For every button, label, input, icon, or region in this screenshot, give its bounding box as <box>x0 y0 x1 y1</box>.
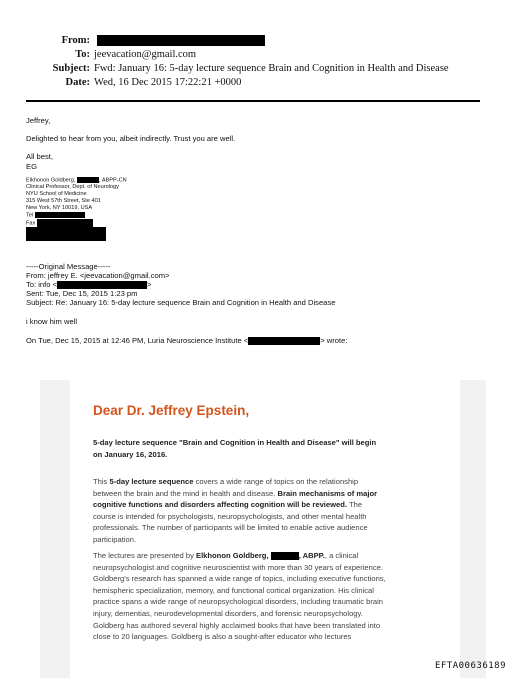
para-line: course is intended for psychologists, neuropsychologists, and other mental health <box>93 511 367 521</box>
original-sent: Sent: Tue, Dec 15, 2015 1:23 pm <box>26 289 138 298</box>
para-line: close to 20 languages. Goldberg is also a sought-after educator who lectures <box>93 632 352 642</box>
to-value: jeevacation@gmail.com <box>94 49 197 60</box>
bold-run: Brain mechanisms of major <box>277 488 378 498</box>
newsletter-frame <box>40 380 486 678</box>
document-id: EFTA00636189 <box>434 661 506 671</box>
bold-run: 5-day lecture sequence <box>109 477 194 486</box>
redacted-block <box>248 337 320 345</box>
bold-run: Elkhonon Goldberg, <box>196 551 269 560</box>
para-line <box>93 550 443 562</box>
bold-run: cognitive functions and disorders affecting cognition will be reviewed. <box>93 500 348 510</box>
reply-text: i know him well <box>26 317 78 326</box>
signature-fax <box>26 219 93 227</box>
redacted-block <box>35 212 85 218</box>
date-row <box>38 77 241 88</box>
text-run: The lectures are presented by <box>93 551 196 560</box>
signature-title: Clinical Professor, Dept. of Neurology <box>26 184 119 190</box>
para-line: injury, dementias, neurodevelopmental disorders, and forensic neuropsychology. <box>93 608 363 618</box>
para-line: Goldberg has authored several highly acclaimed books that have been translated into <box>93 620 381 630</box>
date-label: Date: <box>65 77 90 88</box>
tel-label: Tel <box>26 212 34 219</box>
newsletter-lead <box>93 437 443 460</box>
original-subject: Subject: Re: January 16: 5-day lecture sequence Brain and Cognition in Health and Disease <box>26 298 336 307</box>
signature-name-prefix: Elkhonon Goldberg, <box>26 177 76 184</box>
signature-city: New York, NY 10019, USA <box>26 205 93 211</box>
text-run: between the brain and the mind in health and disease. <box>93 488 278 498</box>
closing: All best, <box>26 152 54 161</box>
redacted-block <box>97 35 265 46</box>
lead-line: on January 16, 2016. <box>93 449 168 459</box>
initials: EG <box>26 162 37 171</box>
para-line <box>93 488 443 500</box>
para-line: participation. <box>93 534 137 544</box>
original-separator: -----Original Message----- <box>26 262 111 271</box>
signature-name-suffix: , ABPP-CN <box>99 177 127 184</box>
redacted-block <box>26 227 106 241</box>
lead-line: 5-day lecture sequence "Brain and Cognition in Health and Disease" will begin <box>93 438 377 447</box>
fax-label: Fax <box>26 220 36 227</box>
date-value: Wed, 16 Dec 2015 17:22:21 +0000 <box>94 77 242 88</box>
para-line <box>93 499 443 511</box>
redacted-block <box>57 281 147 289</box>
bold-run: , ABPP. <box>298 551 325 560</box>
greeting: Jeffrey, <box>26 116 51 125</box>
original-to-label: To: info < <box>26 280 58 289</box>
quote-attribution <box>26 336 347 346</box>
subject-label: Subject: <box>52 63 90 74</box>
to-row <box>38 49 196 60</box>
quote-end: > wrote: <box>320 336 348 345</box>
text-run: covers a wide range of topics on the relationship <box>193 477 359 486</box>
redacted-block <box>271 552 299 560</box>
para-line: professionals. The number of participants will be limited to enable active audience <box>93 523 368 533</box>
redacted-block <box>37 219 93 227</box>
signature-street: 315 West 57th Street, Ste 401 <box>26 198 101 204</box>
body-line: Delighted to hear from you, albeit indirectly. Trust you are well. <box>26 134 236 143</box>
original-from: From: jeffrey E. <jeevacation@gmail.com> <box>26 271 170 280</box>
original-to-end: > <box>147 280 152 289</box>
quote-start: On Tue, Dec 15, 2015 at 12:46 PM, Luria Neuroscience Institute < <box>26 336 249 345</box>
redacted-block <box>77 177 99 183</box>
subject-value: Fwd: January 16: 5-day lecture sequence Brain and Cognition in Health and Disease <box>94 63 449 74</box>
para-line: Goldberg's research has spanned a wide range of topics, including executive functions, <box>93 574 386 584</box>
text-run: , a clinical <box>324 551 359 560</box>
text-run: This <box>93 477 110 486</box>
para-line <box>93 476 443 488</box>
text-run: The <box>347 500 363 510</box>
from-row <box>38 35 265 46</box>
signature-school: NYU School of Medicine <box>26 191 87 197</box>
para-line: practice spans a wide range of neuropsychological disorders, including traumatic brain <box>93 597 383 607</box>
newsletter-card <box>70 380 460 678</box>
to-label: To: <box>75 49 90 60</box>
newsletter-paragraph-1 <box>93 476 443 546</box>
subject-row <box>38 63 449 74</box>
para-line: hemispheric specialization, memory, and functional cortical organization. His clinical <box>93 585 374 595</box>
para-line: neuropsychologist and cognitive neuroscientist with more than 30 years of experience. <box>93 562 383 572</box>
header-divider <box>26 100 480 102</box>
newsletter-heading: Dear Dr. Jeffrey Epstein, <box>93 403 250 418</box>
newsletter-paragraph-2 <box>93 550 443 643</box>
from-label: From: <box>61 35 90 46</box>
